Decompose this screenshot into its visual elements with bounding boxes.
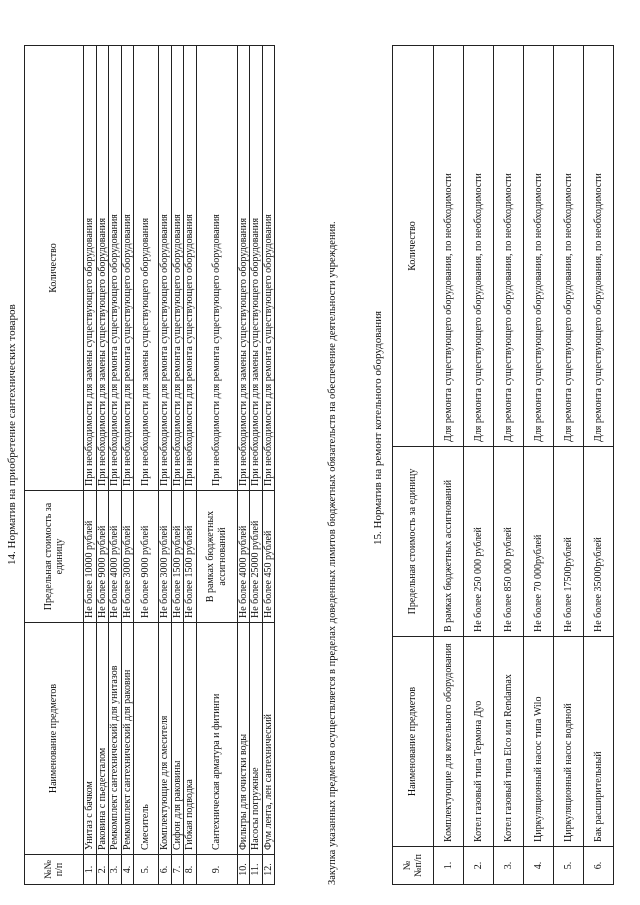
table-row [84,46,97,885]
section14-note: Закупка указанных предметов осуществляется в пределах доведенных лимитов бюджетных обязательств на обеспечение деятельности учреждения. [327,221,338,885]
header-num: № №п/п [393,847,434,885]
row-num: 9. [196,855,237,885]
header-num: №№ п/п [25,855,84,885]
table-row [434,46,464,885]
row-num: 10. [237,855,250,885]
row-qty: При необходимости для замены существующего оборудования [237,46,250,491]
row-name: Сантехническая арматура и фитинги [196,623,237,855]
row-name: Ремкомплект сантехнический для раковин [121,623,134,855]
row-name: Унитаз с бачком [84,623,97,855]
header-name: Наименование предметов [393,637,434,847]
row-num: 7. [171,855,184,885]
row-qty: При необходимости для замены существующего оборудования [134,46,159,491]
row-price: Не более 35000рублей [584,447,614,637]
table-row [184,46,197,885]
table-row [159,46,172,885]
table-row [262,46,275,885]
section14-title: 14. Норматив на приобретение сантехнических товаров [6,304,18,565]
header-price: Предельная стоимость за единицу [25,491,84,623]
row-price: Не более 1500 рублей [184,491,197,623]
row-price: Не более 850 000 рублей [494,447,524,637]
table-row [96,46,109,885]
row-num: 5. [554,847,584,885]
row-num: 2. [464,847,494,885]
header-name: Наименование предметов [25,623,84,855]
table-row [464,46,494,885]
row-name: Бак расширительный [584,637,614,847]
row-price: Не более 9000 рублей [134,491,159,623]
row-num: 1. [84,855,97,885]
row-num: 4. [524,847,554,885]
table-row [584,46,614,885]
row-name: Комплектующие для смесителя [159,623,172,855]
table-row [171,46,184,885]
row-num: 5. [134,855,159,885]
row-name: Котел газовый типа Термона Дуо [464,637,494,847]
row-price: Не более 450 рублей [262,491,275,623]
row-price: Не более 10000 рублей [84,491,97,623]
section15-table [392,45,614,885]
row-name: Гибкая подводка [184,623,197,855]
row-name: Комплектующие для котельного оборудования [434,637,464,847]
header-qty: Количество [25,46,84,491]
table-row [109,46,122,885]
row-qty: Для ремонта существующего оборудования, по необходимости [554,46,584,447]
row-qty: При необходимости для ремонта существующего оборудования [109,46,122,491]
table-row [121,46,134,885]
row-num: 6. [584,847,614,885]
row-price: Не более 17500рублей [554,447,584,637]
table-row [134,46,159,885]
row-num: 4. [121,855,134,885]
row-qty: При необходимости для ремонта существующего оборудования [121,46,134,491]
row-qty: Для ремонта существующего оборудования, по необходимости [434,46,464,447]
row-num: 6. [159,855,172,885]
row-num: 3. [494,847,524,885]
row-num: 2. [96,855,109,885]
row-price: Не более 3000 рублей [121,491,134,623]
row-num: 8. [184,855,197,885]
table-row [196,46,237,885]
row-name: Раковина с пьедесталом [96,623,109,855]
table-row [524,46,554,885]
row-name: Ремкомплект сантехнический для унитазов [109,623,122,855]
row-price: В рамках бюджетных ассигнований [434,447,464,637]
table-row [250,46,263,885]
row-qty: Для ремонта существующего оборудования, по необходимости [494,46,524,447]
row-name: Циркуляционный насос водяной [554,637,584,847]
row-num: 11. [250,855,263,885]
row-price: Не более 9000 рублей [96,491,109,623]
row-qty: Для ремонта существующего оборудования, по необходимости [584,46,614,447]
row-price: Не более 4000 рублей [109,491,122,623]
row-num: 12. [262,855,275,885]
row-qty: При необходимости для замены существующего оборудования [250,46,263,491]
table-row [237,46,250,885]
row-name: Сифон для раковины [171,623,184,855]
row-name: Фум лента, лен сантехнический [262,623,275,855]
section14-table [24,45,275,885]
row-qty: При необходимости для замены существующего оборудования [84,46,97,491]
row-num: 1. [434,847,464,885]
header-qty: Количество [393,46,434,447]
row-price: Не более 1500 рублей [171,491,184,623]
table-row [494,46,524,885]
row-qty: При необходимости для ремонта существующего оборудования [196,46,237,491]
table-row [554,46,584,885]
row-qty: Для ремонта существующего оборудования, по необходимости [524,46,554,447]
row-qty: Для ремонта существующего оборудования, по необходимости [464,46,494,447]
row-qty: При необходимости для ремонта существующего оборудования [159,46,172,491]
row-price: Не более 4000 рублей [237,491,250,623]
row-price: Не более 250 000 рублей [464,447,494,637]
section15-title: 15. Норматив на ремонт котельного оборудования [372,310,384,545]
row-qty: При необходимости для ремонта существующего оборудования [262,46,275,491]
row-price: Не более 70 000рублей [524,447,554,637]
row-qty: При необходимости для замены существующего оборудования [96,46,109,491]
row-num: 3. [109,855,122,885]
row-price: Не более 25000 рублей [250,491,263,623]
row-name: Циркуляционный насос типа Wilo [524,637,554,847]
row-name: Фильтры для очистки воды [237,623,250,855]
table-header-row [393,46,434,885]
table-header-row [25,46,84,885]
row-name: Смеситель [134,623,159,855]
row-name: Насосы погружные [250,623,263,855]
row-name: Котел газовый типа Elco или Rendamax [494,637,524,847]
header-price: Предельная стоимость за единицу [393,447,434,637]
row-price: Не более 3000 рублей [159,491,172,623]
row-qty: При необходимости для ремонта существующего оборудования [184,46,197,491]
row-price: В рамках бюджетных ассигнований [196,491,237,623]
row-qty: При необходимости для ремонта существующего оборудования [171,46,184,491]
